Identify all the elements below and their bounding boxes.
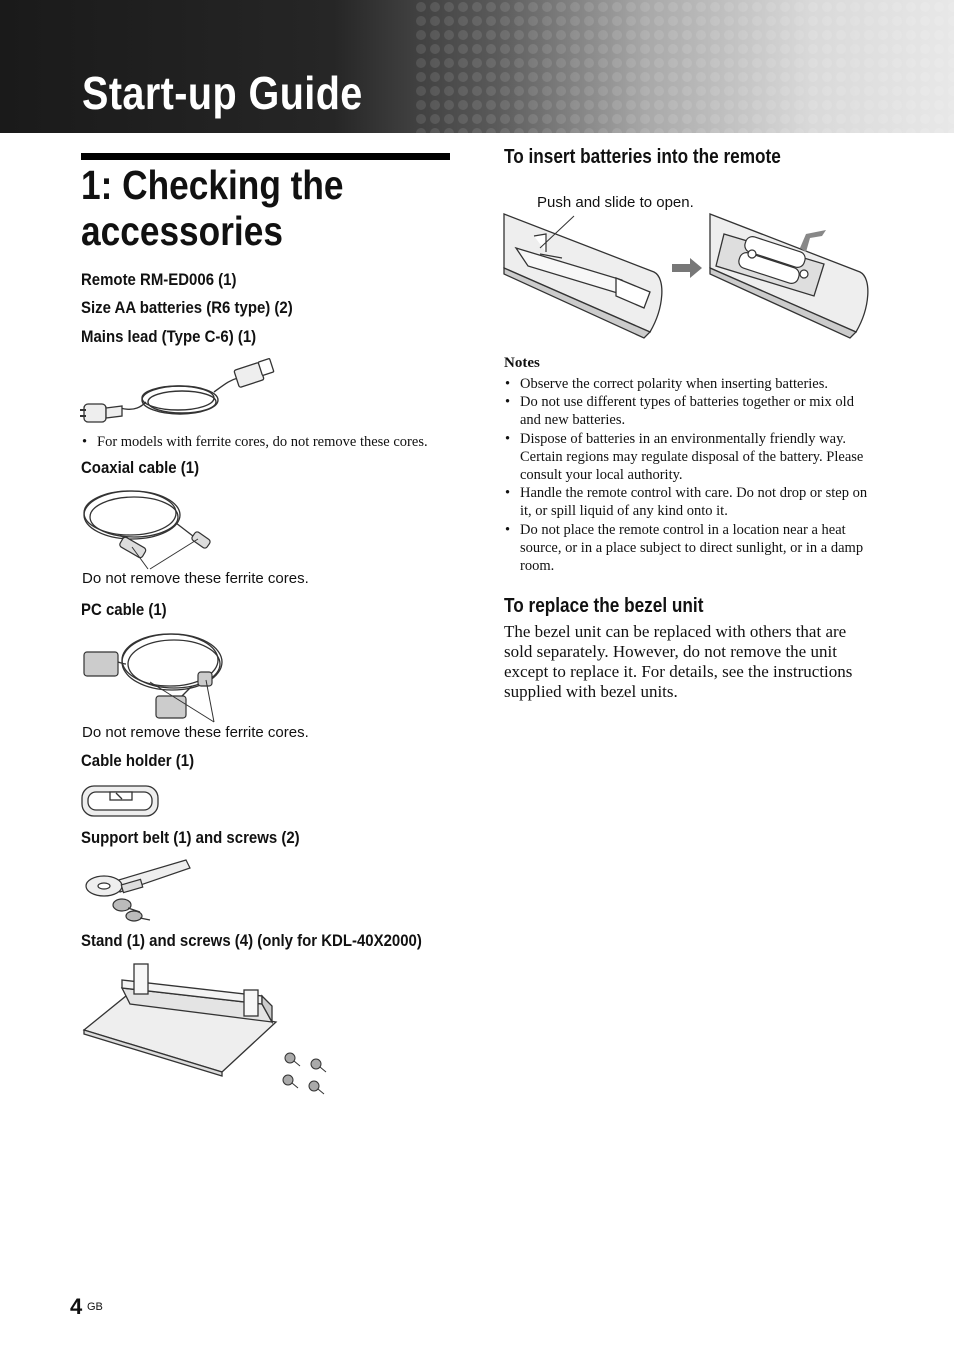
header-banner — [0, 0, 954, 133]
note-item: • Do not place the remote control in a location near a heat source, or in a place subject to direct sunlight, or in a damp room. — [520, 521, 876, 576]
note-item: • Observe the correct polarity when inserting batteries. — [520, 375, 876, 393]
section-title: 1: Checking the accessories — [81, 162, 344, 254]
page-number: 4 — [70, 1294, 83, 1319]
banner-dot-pattern — [414, 0, 954, 133]
stand-illustration — [82, 960, 332, 1100]
note-item: • Handle the remote control with care. Do not drop or step on it, or spill liquid of any kind onto it. — [520, 484, 876, 520]
mains-note: • For models with ferrite cores, do not remove these cores. — [82, 434, 428, 450]
coaxial-cable-illustration — [80, 485, 220, 575]
push-slide-caption: Push and slide to open. — [537, 194, 694, 211]
page-suffix: GB — [87, 1301, 103, 1313]
coaxial-caption: Do not remove these ferrite cores. — [82, 570, 309, 587]
support-belt-illustration — [82, 858, 194, 924]
cable-holder-illustration — [80, 782, 162, 820]
pc-cable-caption: Do not remove these ferrite cores. — [82, 724, 309, 741]
stand-label: Stand (1) and screws (4) (only for KDL-40X2000) — [81, 931, 422, 950]
mains-lead-illustration — [80, 360, 280, 430]
mains-lead-label: Mains lead (Type C-6) (1) — [81, 327, 257, 346]
battery-arrow-icon — [800, 230, 826, 252]
notes-list — [520, 375, 876, 575]
support-belt-label: Support belt (1) and screws (2) — [81, 828, 300, 847]
batteries-section-title: To insert batteries into the remote — [504, 146, 781, 168]
bezel-section-title: To replace the bezel unit — [504, 595, 704, 617]
batteries-label: Size AA batteries (R6 type) (2) — [81, 298, 293, 317]
cable-holder-label: Cable holder (1) — [81, 751, 195, 770]
coaxial-label: Coaxial cable (1) — [81, 458, 200, 477]
pc-cable-illustration — [80, 628, 230, 724]
notes-heading: Notes — [504, 355, 540, 371]
bezel-body: The bezel unit can be replaced with others that are sold separately. However, do not remove the unit except to replace it. For details, see the instructions supplied with bezel units. — [504, 622, 853, 701]
note-item: • Do not use different types of batteries together or mix old and new batteries. — [520, 393, 876, 429]
pc-cable-label: PC cable (1) — [81, 600, 167, 619]
remote-label: Remote RM-ED006 (1) — [81, 270, 237, 289]
battery-insert-illustration — [504, 208, 870, 338]
guide-title: Start-up Guide — [82, 67, 363, 119]
note-item: • Dispose of batteries in an environmentally friendly way. Certain regions may regulate disposal of the battery. Please consult your local authority. — [520, 430, 876, 485]
arrow-right-icon — [672, 258, 702, 278]
section-rule — [81, 153, 450, 160]
